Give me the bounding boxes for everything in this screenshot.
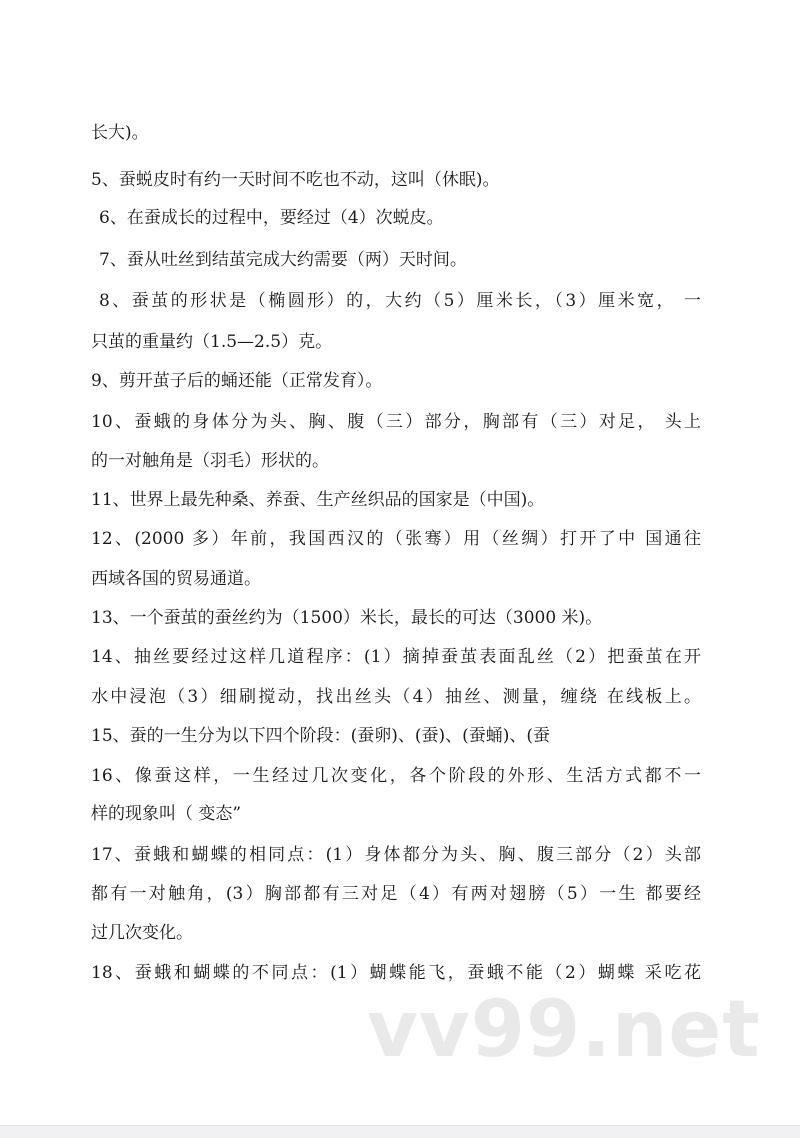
text-line: 8、蚕茧的形状是（椭圆形）的，大约（5）厘米长，（3）厘米宽， 一 (99, 291, 701, 311)
text-line: 10、蚕蛾的身体分为头、胸、腹（三）部分，胸部有（三）对足， 头上 (91, 412, 701, 432)
text-line: 都有一对触角，(3）胸部都有三对足（4）有两对翅膀（5）一生 都要经 (91, 884, 701, 904)
text-line: 9、剪开茧子后的蛹还能（正常发育）。 (91, 371, 383, 391)
text-line: 5、蚕蜕皮时有约一天时间不吃也不动，这叫（休眠)。 (91, 170, 500, 190)
text-line: 13、一个蚕茧的蚕丝约为（1500）米长，最长的可达（3000 米)。 (91, 608, 603, 628)
page-bottom-edge (0, 1125, 800, 1138)
text-line: 长大)。 (91, 123, 149, 143)
text-line: 过几次变化。 (91, 923, 193, 943)
text-line: 只茧的重量约（1.5—2.5）克。 (91, 332, 333, 352)
text-line: 6、在蚕成长的过程中，要经过（4）次蜕皮。 (99, 208, 444, 228)
text-line: 17、蚕蛾和蝴蝶的相同点：(1）身体都分为头、胸、腹三部分（2）头部 (91, 845, 701, 865)
text-line: 16、像蚕这样，一生经过几次变化，各个阶段的外形、生活方式都不一 (91, 766, 701, 786)
text-line: 11、世界上最先种桑、养蚕、生产丝织品的国家是（中国)。 (91, 490, 545, 510)
text-line: 14、抽丝要经过这样几道程序：(1）摘掉蚕茧表面乱丝（2）把蚕茧在开 (91, 647, 701, 667)
text-line: 7、蚕从吐丝到结茧完成大约需要（两）天时间。 (99, 250, 467, 270)
text-line: 样的现象叫（ 变态” (91, 804, 242, 824)
text-line: 水中浸泡（3）细刷搅动，找出丝头（4）抽丝、测量，缠绕 在线板上。 (91, 687, 701, 707)
text-line: 15、蚕的一生分为以下四个阶段：(蚕卵)、(蚕)、(蚕蛹)、(蚕 (91, 726, 551, 746)
text-line: 12、(2000 多）年前，我国西汉的（张骞）用（丝绸）打开了中 国通往 (91, 529, 701, 549)
text-line: 西域各国的贸易通道。 (91, 569, 261, 589)
watermark: vv99.net (367, 985, 761, 1075)
text-line: 18、蚕蛾和蝴蝶的不同点：(1）蝴蝶能飞，蚕蛾不能（2）蝴蝶 采吃花 (91, 963, 701, 983)
text-line: 的一对触角是（羽毛）形状的。 (91, 451, 329, 471)
